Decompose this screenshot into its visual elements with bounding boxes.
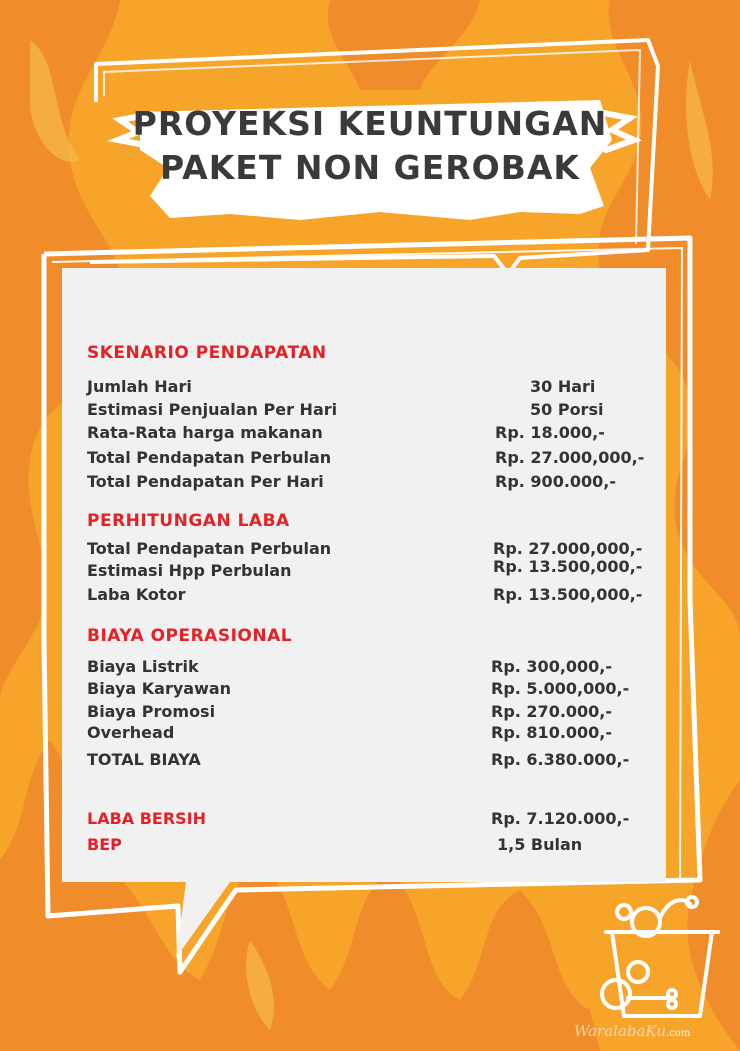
summary-value: Rp. 7.120.000,- (491, 809, 630, 828)
row-label: Laba Kotor (87, 585, 186, 604)
row-value: 30 Hari (530, 377, 596, 396)
table-row (87, 679, 657, 701)
summary-row-laba-bersih (87, 809, 657, 831)
row-label: Overhead (87, 723, 175, 742)
table-row (87, 657, 657, 679)
summary-row-bep (87, 835, 657, 857)
row-label: Biaya Promosi (87, 702, 216, 721)
row-label: Jumlah Hari (87, 377, 192, 396)
summary-value: 1,5 Bulan (497, 835, 583, 854)
row-value: Rp. 13.500,000,- (493, 585, 643, 604)
row-label: Total Pendapatan Per Hari (87, 472, 324, 491)
logo-suffix: Ku (645, 1022, 667, 1040)
row-value: Rp. 300,000,- (491, 657, 613, 676)
section-heading-skenario-pendapatan: SKENARIO PENDAPATAN (87, 343, 327, 363)
row-label: Biaya Listrik (87, 657, 199, 676)
table-row (87, 377, 657, 399)
row-value: Rp. 27.000,000,- (495, 448, 645, 467)
row-value: Rp. 27.000,000,- (493, 539, 643, 558)
table-row (87, 472, 657, 494)
row-value: Rp. 6.380.000,- (491, 750, 630, 769)
row-value: Rp. 5.000,000,- (491, 679, 630, 698)
title-line-2: PAKET NON GEROBAK (160, 148, 580, 187)
section-heading-biaya-operasional: BIAYA OPERASIONAL (87, 626, 293, 646)
table-row (87, 702, 657, 724)
row-label: Total Pendapatan Perbulan (87, 539, 332, 558)
row-value: 50 Porsi (530, 400, 604, 419)
table-row (87, 585, 657, 607)
logo-domain: .com (666, 1028, 691, 1039)
row-label: Total Pendapatan Perbulan (87, 448, 332, 467)
row-label: Rata-Rata harga makanan (87, 423, 323, 442)
row-label: Estimasi Penjualan Per Hari (87, 400, 338, 419)
brand-logo (574, 1022, 690, 1040)
page-title (120, 102, 620, 190)
logo-brand: Waralaba (574, 1022, 646, 1040)
table-row (87, 400, 657, 422)
summary-label: BEP (87, 835, 122, 854)
row-value: Rp. 900.000,- (495, 472, 617, 491)
table-row (87, 448, 657, 470)
summary-label: LABA BERSIH (87, 809, 207, 828)
row-label: TOTAL BIAYA (87, 750, 201, 769)
section-heading-perhitungan-laba: PERHITUNGAN LABA (87, 511, 290, 531)
row-value: Rp. 13.500,000,- (493, 557, 643, 576)
row-label: Estimasi Hpp Perbulan (87, 561, 292, 580)
row-label: Biaya Karyawan (87, 679, 232, 698)
table-row (87, 423, 657, 445)
row-value: Rp. 810.000,- (491, 723, 613, 742)
table-row (87, 557, 657, 583)
row-value: Rp. 270.000,- (491, 702, 613, 721)
row-value: Rp. 18.000,- (495, 423, 605, 442)
title-line-1: PROYEKSI KEUNTUNGAN (132, 104, 608, 143)
table-row (87, 723, 657, 745)
table-row (87, 750, 657, 772)
